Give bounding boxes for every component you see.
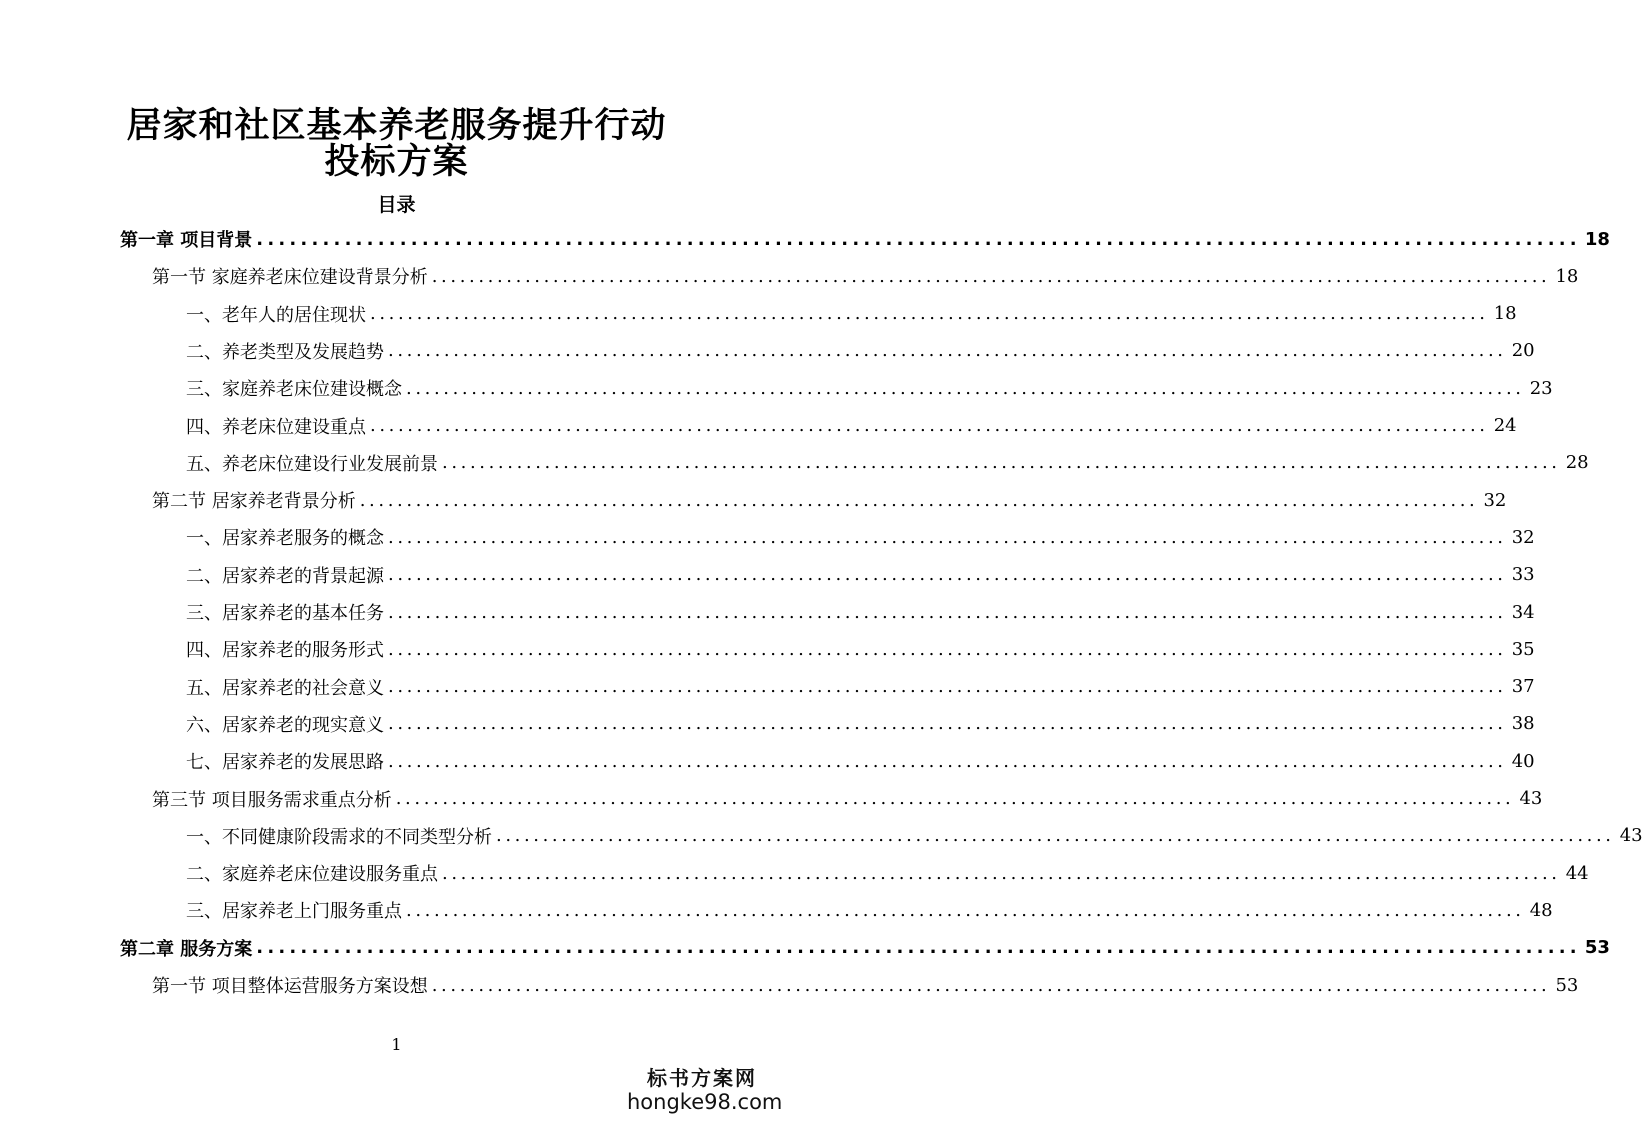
toc-entry-label: 七、居家养老的发展思路 [186,752,384,774]
toc-entry-page: 33 [1511,564,1535,586]
toc-entry-label: 第一节 项目整体运营服务方案设想 [152,976,428,997]
toc-subsection-entry [186,448,1589,478]
toc-dot-leader: ........................................................................................................................ [388,713,1507,735]
toc-dot-leader: ........................................................................................................................ [388,526,1507,548]
toc-subsection-entry [186,746,1535,776]
toc-dot-leader: ........................................................................................................................ [442,452,1561,474]
toc-heading: 目录 [377,194,416,216]
toc-dot-leader: ........................................................................................................................ [256,228,1581,250]
toc-entry-label: 三、居家养老的基本任务 [186,603,384,624]
toc-subsection-entry [186,522,1535,552]
toc-entry-page: 18 [1584,228,1610,250]
toc-dot-leader: ........................................................................................................................ [431,974,1551,996]
toc-entry-label: 第二章 服务方案 [120,938,253,960]
toc-subsection-entry [186,895,1553,925]
toc-subsection-entry [186,411,1517,441]
toc-entry-label: 一、老年人的居住现状 [186,304,366,326]
toc-dot-leader: ........................................................................................................................ [370,415,1489,436]
toc-entry-label: 第三节 项目服务需求重点分析 [152,789,392,811]
toc-entry-page: 38 [1511,713,1535,735]
toc-entry-label: 二、家庭养老床位建设服务重点 [186,864,438,886]
toc-entry-label: 第一节 家庭养老床位建设背景分析 [152,267,428,289]
watermark-name: 标书方案网 [647,1066,757,1090]
watermark-url: hongke98.com [627,1090,783,1114]
toc-dot-leader: ........................................................................................................................ [388,750,1507,772]
toc-entry-page: 35 [1511,638,1535,660]
toc-chapter-entry [120,933,1610,963]
toc-entry-page: 32 [1511,526,1535,548]
toc-dot-leader: ........................................................................................................................ [496,825,1615,847]
toc-entry-label: 二、居家养老的背景起源 [186,565,384,587]
toc-entry-page: 34 [1511,601,1535,623]
toc-section-entry [152,485,1507,515]
toc-dot-leader: ........................................................................................................................ [370,303,1489,325]
document-title-line-1: 居家和社区基本养老服务提升行动 [126,106,667,146]
toc-dot-leader: ........................................................................................................................ [359,489,1479,511]
toc-entry-page: 53 [1584,937,1610,959]
toc-subsection-entry [186,336,1535,366]
toc-subsection-entry [186,858,1589,888]
toc-dot-leader: ........................................................................................................................ [406,899,1525,921]
document-title-line-2: 投标方案 [324,142,469,182]
toc-entry-page: 18 [1493,303,1517,325]
toc-dot-leader: ........................................................................................................................ [388,638,1507,660]
toc-subsection-entry [186,672,1535,702]
toc-dot-leader: ........................................................................................................................ [442,862,1561,884]
toc-section-entry [152,970,1579,1000]
toc-subsection-entry [186,709,1535,739]
toc-entry-page: 18 [1555,265,1579,287]
toc-subsection-entry [186,299,1517,329]
toc-dot-leader: ........................................................................................................................ [388,340,1507,362]
toc-subsection-entry [186,821,1643,851]
toc-entry-page: 53 [1555,974,1579,996]
toc-entry-page: 43 [1619,825,1643,847]
toc-subsection-entry [186,634,1535,664]
toc-entry-label: 一、不同健康阶段需求的不同类型分析 [186,826,492,848]
toc-entry-page: 43 [1519,788,1543,809]
toc-subsection-entry [186,560,1535,590]
toc-dot-leader: ........................................................................................................................ [395,788,1515,809]
toc-entry-label: 二、养老类型及发展趋势 [186,341,384,363]
toc-entry-page: 24 [1493,415,1517,436]
toc-dot-leader: ........................................................................................................................ [256,937,1581,959]
toc-entry-page: 23 [1529,377,1553,399]
toc-entry-label: 第二节 居家养老背景分析 [152,491,356,513]
toc-dot-leader: ........................................................................................................................ [388,601,1507,623]
toc-entry-label: 五、养老床位建设行业发展前景 [186,453,438,475]
toc-dot-leader: ........................................................................................................................ [388,676,1507,698]
toc-entry-label: 第一章 项目背景 [120,230,253,251]
toc-chapter-entry [120,224,1610,254]
toc-dot-leader: ........................................................................................................................ [431,265,1551,287]
toc-entry-label: 三、居家养老上门服务重点 [186,901,402,923]
toc-entry-label: 四、养老床位建设重点 [186,416,366,438]
toc-entry-page: 48 [1529,899,1553,921]
toc-dot-leader: ........................................................................................................................ [406,377,1525,399]
toc-entry-page: 20 [1511,340,1535,362]
toc-section-entry [152,261,1579,291]
toc-dot-leader: ........................................................................................................................ [388,564,1507,586]
toc-entry-label: 四、居家养老的服务形式 [186,640,384,662]
toc-subsection-entry [186,597,1535,627]
toc-section-entry [152,784,1543,814]
toc-entry-label: 五、居家养老的社会意义 [186,677,384,699]
toc-entry-page: 40 [1511,750,1535,772]
toc-entry-page: 28 [1565,452,1589,474]
toc-entry-page: 37 [1511,676,1535,698]
toc-entry-label: 一、居家养老服务的概念 [186,528,384,550]
page-number: 1 [391,1035,402,1054]
watermark-logo [627,1066,783,1114]
toc-subsection-entry [186,373,1553,403]
toc-entry-page: 32 [1483,489,1507,511]
toc-entry-page: 44 [1565,862,1589,884]
toc-entry-label: 六、居家养老的现实意义 [186,714,384,736]
toc-entry-label: 三、家庭养老床位建设概念 [186,379,402,401]
